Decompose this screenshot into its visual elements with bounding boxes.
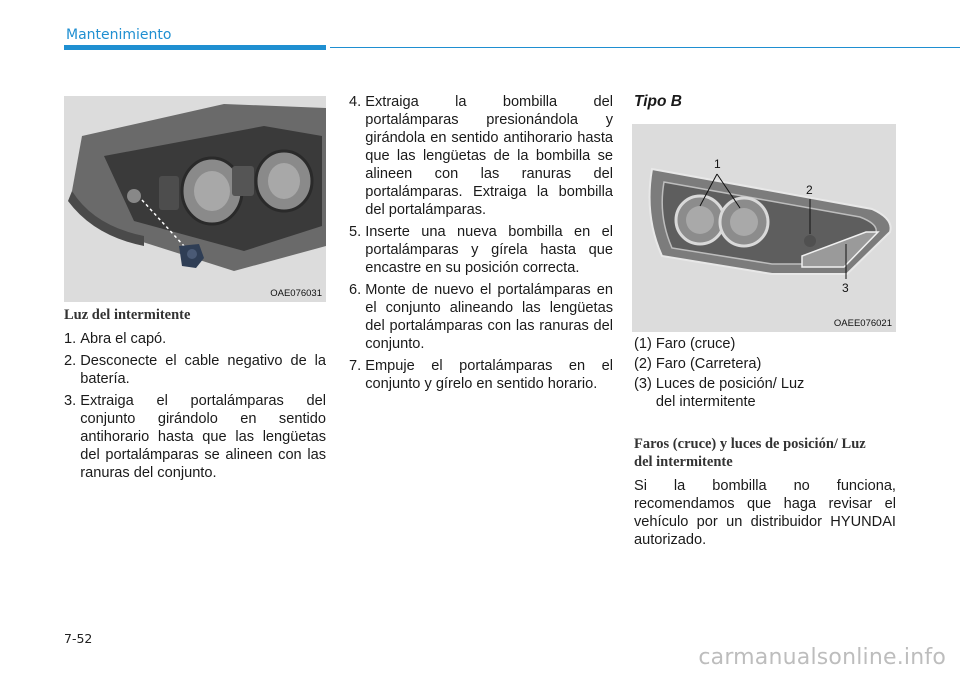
column-1 <box>64 306 326 486</box>
list-item: 7. Empuje el portalámparas en el conjunto y gírelo en sentido horario. <box>349 358 613 392</box>
callout-3: 3 <box>842 281 849 295</box>
legend-item: (2) Faro (Carretera) <box>634 356 762 372</box>
headlamp-rear-illustration <box>64 96 326 302</box>
figure-code: OAEE076021 <box>833 318 892 329</box>
legend-item: (1) Faro (cruce) <box>634 336 736 352</box>
legend-item: (3) Luces de posición/ Luz del intermitente <box>634 376 805 410</box>
section-heading: Faros (cruce) y luces de posición/ Luz del intermitente <box>634 436 866 470</box>
headlamp-front-figure <box>632 124 896 332</box>
watermark: carmanualsonline.info <box>698 645 946 670</box>
list-item: 1. Abra el capó. <box>64 331 167 347</box>
callout-1: 1 <box>714 157 721 171</box>
column-3 <box>634 335 896 553</box>
tipo-label: Tipo B <box>634 93 682 110</box>
section-heading: Luz del intermitente <box>64 307 191 323</box>
column-2 <box>349 93 613 397</box>
page-number: 7-52 <box>64 631 93 646</box>
list-item: 5. Inserte una nueva bombilla en el portalámparas y gírela hasta que encastre en su posición correcta. <box>349 224 613 276</box>
headlamp-rear-figure <box>64 96 326 302</box>
headlamp-front-illustration <box>632 124 896 332</box>
header-rule-thick <box>64 45 326 50</box>
list-item: 4. Extraiga la bombilla del portalámparas presionándola y girándola en sentido antihorario hasta que las lengüetas de la bombilla se alineen con las ranuras del portalámparas. Extraiga la bombilla del portalámparas. <box>349 94 613 218</box>
list-item: 6. Monte de nuevo el portalámparas en el conjunto alineando las lengüetas del portalámparas con las ranuras del conjunto. <box>349 282 613 352</box>
callout-2: 2 <box>806 183 813 197</box>
list-item: 3. Extraiga el portalámparas del conjunto girándolo en sentido antihorario hasta que las lengüetas del portalámparas se alineen con las ranuras del conjunto. <box>64 393 326 481</box>
header-rule-thin <box>330 47 960 48</box>
figure-code: OAE076031 <box>270 288 322 299</box>
body-paragraph: Si la bombilla no funciona, recomendamos que haga revisar el vehículo por un distribuidor HYUNDAI autorizado. <box>634 478 896 548</box>
list-item: 2. Desconecte el cable negativo de la batería. <box>64 353 326 387</box>
section-title: Mantenimiento <box>66 27 172 43</box>
